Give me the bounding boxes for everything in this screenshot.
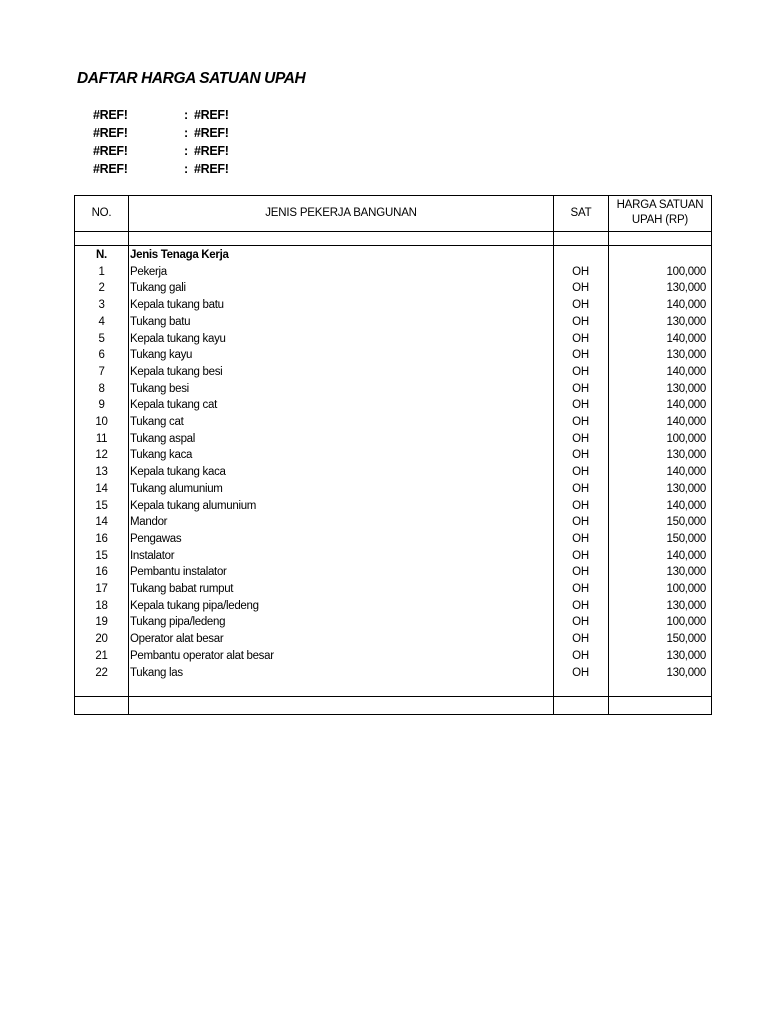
- unit: OH: [572, 616, 589, 629]
- unit: OH: [572, 599, 589, 612]
- worker-type: Pekerja: [130, 265, 167, 278]
- wage-price: 100,000: [666, 583, 706, 595]
- header-jenis: JENIS PEKERJA BANGUNAN: [265, 207, 417, 219]
- row-number: 7: [98, 365, 105, 378]
- wage-price: 140,000: [666, 365, 706, 378]
- header-sat: SAT: [570, 207, 592, 219]
- table-row: [74, 397, 712, 414]
- worker-type: Pembantu operator alat besar: [130, 649, 274, 662]
- row-number: 22: [95, 666, 108, 679]
- row-number: 9: [98, 399, 105, 412]
- reference-colon: :: [184, 144, 188, 158]
- row-number: 14: [95, 516, 108, 529]
- worker-type: Tukang besi: [130, 382, 189, 395]
- reference-colon: :: [184, 162, 188, 176]
- worker-type: Tukang batu: [130, 315, 191, 328]
- table-row: [74, 314, 712, 331]
- row-number: 21: [95, 649, 108, 662]
- table-row: [74, 514, 712, 531]
- table-row: [74, 381, 712, 398]
- table-row: [74, 548, 712, 565]
- reference-value: #REF!: [194, 108, 229, 122]
- unit: OH: [572, 566, 589, 579]
- unit: OH: [572, 466, 589, 479]
- wage-price: 130,000: [666, 666, 706, 679]
- worker-type: Tukang las: [130, 666, 183, 679]
- table-row: [74, 498, 712, 515]
- worker-type: Tukang cat: [130, 416, 184, 428]
- row-number: 13: [95, 466, 108, 479]
- unit: OH: [572, 499, 589, 512]
- row-divider: [74, 696, 712, 697]
- wage-price: 130,000: [666, 599, 706, 612]
- wage-price: 130,000: [666, 349, 706, 362]
- unit: OH: [572, 315, 589, 328]
- wage-price: 100,000: [666, 265, 706, 278]
- row-number: 4: [98, 315, 105, 328]
- wage-price: 140,000: [666, 332, 706, 345]
- reference-colon: :: [184, 126, 188, 140]
- header-no: NO.: [91, 207, 112, 219]
- worker-type: Kepala tukang kaca: [130, 466, 226, 479]
- table-row: [74, 364, 712, 381]
- wage-price: 150,000: [666, 532, 706, 545]
- unit: OH: [572, 449, 589, 462]
- wage-price: 140,000: [666, 299, 706, 312]
- unit: OH: [572, 265, 589, 278]
- table-row: [74, 631, 712, 648]
- wage-price: 140,000: [666, 549, 706, 562]
- worker-type: Tukang aspal: [130, 432, 196, 445]
- unit: OH: [572, 516, 589, 529]
- row-number: 16: [95, 532, 108, 545]
- wage-price: 130,000: [666, 382, 706, 395]
- reference-key: #REF!: [93, 108, 128, 122]
- unit: OH: [572, 282, 589, 295]
- wage-price: 140,000: [666, 499, 706, 512]
- reference-key: #REF!: [93, 144, 128, 158]
- table-row: [74, 431, 712, 448]
- table-row: [74, 481, 712, 498]
- unit: OH: [572, 382, 589, 395]
- unit: OH: [572, 633, 589, 646]
- row-number: 5: [98, 332, 105, 345]
- unit: OH: [572, 399, 589, 412]
- section-row: [74, 247, 712, 264]
- wage-price: 140,000: [666, 466, 706, 479]
- table-row: [74, 581, 712, 598]
- worker-type: Instalator: [130, 549, 175, 562]
- row-number: 6: [98, 349, 105, 362]
- worker-type: Kepala tukang pipa/ledeng: [130, 599, 259, 612]
- reference-value: #REF!: [194, 144, 229, 158]
- worker-type: Kepala tukang batu: [130, 299, 224, 312]
- worker-type: Pengawas: [130, 532, 182, 545]
- page-title: DAFTAR HARGA SATUAN UPAH: [77, 70, 306, 87]
- unit: OH: [572, 549, 589, 562]
- unit: OH: [572, 666, 589, 679]
- unit: OH: [572, 532, 589, 545]
- unit: OH: [572, 583, 589, 595]
- row-number: 19: [95, 616, 108, 629]
- worker-type: Tukang kayu: [130, 349, 193, 362]
- row-number: 1: [98, 265, 105, 278]
- row-number: 15: [95, 549, 108, 562]
- table-row: [74, 531, 712, 548]
- unit: OH: [572, 416, 589, 428]
- row-divider: [74, 245, 712, 246]
- reference-value: #REF!: [194, 126, 229, 140]
- row-number: 11: [95, 432, 108, 445]
- worker-type: Tukang babat rumput: [130, 583, 234, 595]
- row-number: 3: [98, 299, 105, 312]
- table-row: [74, 447, 712, 464]
- worker-type: Kepala tukang besi: [130, 365, 223, 378]
- row-number: 17: [95, 583, 108, 595]
- wage-price: 100,000: [666, 616, 706, 629]
- worker-type: Tukang kaca: [130, 449, 193, 462]
- header-harga-line1: HARGA SATUAN: [616, 199, 704, 211]
- reference-value: #REF!: [194, 162, 229, 176]
- reference-key: #REF!: [93, 126, 128, 140]
- table-row: [74, 564, 712, 581]
- table-row: [74, 414, 712, 431]
- table-row: [74, 614, 712, 631]
- row-number: 18: [95, 599, 108, 612]
- row-number: 8: [98, 382, 105, 395]
- worker-type: Tukang alumunium: [130, 482, 223, 495]
- unit: OH: [572, 299, 589, 312]
- row-number: 16: [95, 566, 108, 579]
- wage-price: 130,000: [666, 449, 706, 462]
- wage-price: 130,000: [666, 482, 706, 495]
- worker-type: Mandor: [130, 516, 168, 529]
- wage-price: 100,000: [666, 432, 706, 445]
- wage-price: 130,000: [666, 649, 706, 662]
- worker-type: Kepala tukang kayu: [130, 332, 226, 345]
- row-number: 10: [95, 416, 108, 428]
- reference-key: #REF!: [93, 162, 128, 176]
- worker-type: Operator alat besar: [130, 633, 224, 646]
- section-label: Jenis Tenaga Kerja: [130, 249, 229, 261]
- section-no: N.: [96, 249, 107, 261]
- unit: OH: [572, 649, 589, 662]
- worker-type: Pembantu instalator: [130, 566, 227, 579]
- wage-price: 130,000: [666, 282, 706, 295]
- table-row: [74, 464, 712, 481]
- wage-price: 130,000: [666, 315, 706, 328]
- row-number: 15: [95, 499, 108, 512]
- wage-price: 150,000: [666, 633, 706, 646]
- table-row: [74, 297, 712, 314]
- row-number: 12: [95, 449, 108, 462]
- unit: OH: [572, 332, 589, 345]
- header-harga-line2: UPAH (RP): [631, 214, 689, 226]
- row-divider: [74, 231, 712, 232]
- table-row: [74, 598, 712, 615]
- worker-type: Tukang pipa/ledeng: [130, 616, 226, 629]
- unit: OH: [572, 482, 589, 495]
- worker-type: Kepala tukang cat: [130, 399, 217, 412]
- row-number: 2: [98, 282, 105, 295]
- table-row: [74, 331, 712, 348]
- table-row: [74, 280, 712, 297]
- wage-price: 150,000: [666, 516, 706, 529]
- row-number: 14: [95, 482, 108, 495]
- wage-price: 130,000: [666, 566, 706, 579]
- unit: OH: [572, 432, 589, 445]
- table-row: [74, 347, 712, 364]
- table-row: [74, 648, 712, 665]
- table-row: [74, 665, 712, 682]
- wage-price: 140,000: [666, 399, 706, 412]
- header-harga: [609, 198, 711, 228]
- worker-type: Tukang gali: [130, 282, 186, 295]
- wage-price-table: [74, 195, 712, 715]
- table-row: [74, 264, 712, 281]
- wage-price: 140,000: [666, 416, 706, 428]
- unit: OH: [572, 365, 589, 378]
- unit: OH: [572, 349, 589, 362]
- worker-type: Kepala tukang alumunium: [130, 499, 257, 512]
- row-number: 20: [95, 633, 108, 646]
- reference-colon: :: [184, 108, 188, 122]
